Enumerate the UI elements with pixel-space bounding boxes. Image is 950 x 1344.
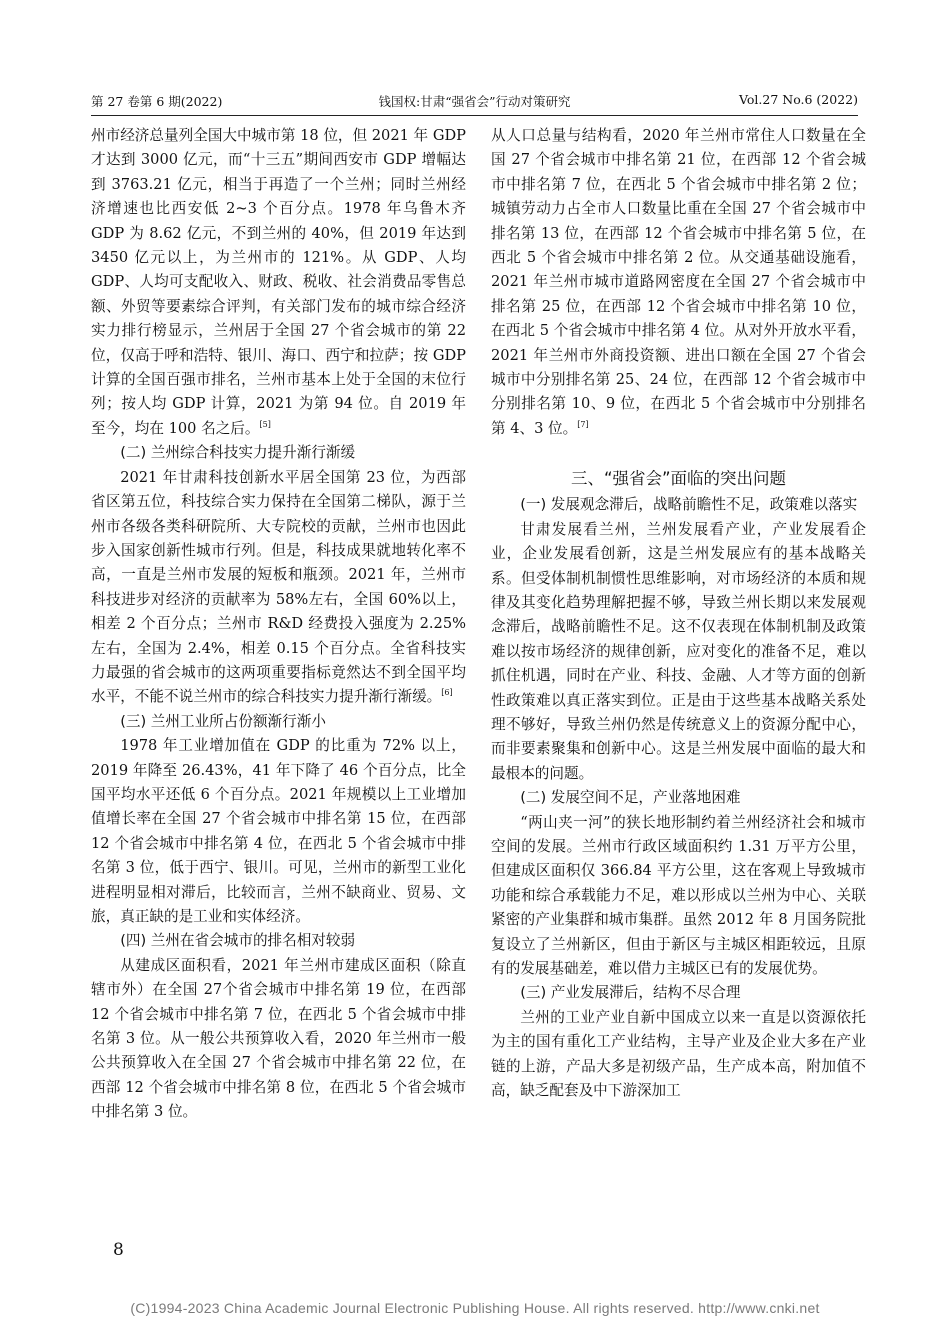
paragraph — [91, 466, 466, 710]
subsection-heading: (四) 兰州在省会城市的排名相对较弱 — [120, 932, 356, 950]
paragraph: 从建成区面积看，2021 年兰州市建成区面积（除直辖市外）在全国 27个省会城市中排名第 19 位，在西部 12 个省会城市中排名第 7 位，在西北 5 个省会城市中排名第 3 位。从一般公共预算收入看，2020 年兰州市一般公共预算收入在全国 27 个省会城市中排名第 22 位，在西部 12 个省会城市中排名第 8 位，在西北 5 个省会城市中排名第 3 位。 — [91, 956, 466, 1121]
header-rule — [91, 115, 858, 116]
subsection-heading: (二) 发展空间不足，产业落地困难 — [520, 789, 741, 807]
article-running-title: 钱国权:甘肃“强省会”行动对策研究 — [378, 94, 571, 109]
copyright-footer: (C)1994-2023 China Academic Journal Electronic Publishing House. All rights reserved. http://www.cnki.net — [130, 1300, 820, 1316]
paragraph — [91, 124, 466, 441]
right-column — [491, 124, 866, 1103]
paragraph-text: 从人口总量与结构看，2020 年兰州市常住人口数量在全国 27 个省会城市中排名第 21 位，在西部 12 个省会城市中排名第 7 位，在西北 5 个省会城市中排名第 2 位；城镇劳动力占全市人口数量比重在全国 27 个省会城市中排名第 13 位，在西部 12 个省会城市中排名第 5 位，在西北 5 个省会城市中排名第 2 位。从交通基础设施看，2021 年兰州市城市道路网密度在全国 27 个省会城市中排名第 25 位，在西部 12 个省会城市中排名第 10 位，在西北 5 个省会城市中排名第 4 位。从对外开放水平看，2021 年兰州市外商投资额、进出口额在全国 27 个省会城市中分别排名第 25、24 位，在西部 12 个省会城市中分别排名第 10、9 位，在西北 5 个省会城市中分别排名第 4、3 位。 — [491, 127, 866, 437]
citation: [5] — [259, 420, 271, 430]
paragraph: 1978 年工业增加值在 GDP 的比重为 72% 以上，2019 年降至 26.43%，41 年下降了 46 个百分点，比全国平均水平还低 6 个百分点。2021 年规模以上工业增加值增长率在全国 27 个省会城市中排名第 15 位，在西部 12 个省会城市中排名第 4 位，在西北 5 个省会城市中排名第 3 位，低于西宁、银川。可见，兰州市的新型工业化进程明显相对滞后，比较而言，兰州不缺商业、贸易、文旅，真正缺的是工业和实体经济。 — [91, 737, 466, 925]
subsection-heading: (三) 产业发展滞后，结构不尽合理 — [520, 984, 741, 1002]
citation: [6] — [441, 688, 453, 698]
paragraph: 甘肃发展看兰州，兰州发展看产业，产业发展看企业，企业发展看创新，这是兰州发展应有的基本战略关系。但受体制机制惯性思维影响，对市场经济的本质和规律及其变化趋势理解把握不够，导致兰州长期以来发展观念滞后，战略前瞻性不足。这不仅表现在体制机制及政策难以按市场经济的规律创新，应对变化的准备不足，难以抓住机遇，同时在产业、科技、金融、人才等方面的创新性政策难以真正落实到位。正是由于这些基本战略关系处理不够好，导致兰州仍然是传统意义上的资源分配中心，而非要素聚集和创新中心。这是兰州发展中面临的最大和最根本的问题。 — [491, 520, 866, 782]
section-heading: 三、“强省会”面临的突出问题 — [570, 469, 787, 489]
subsection-heading: (三) 兰州工业所占份额渐行渐小 — [120, 712, 326, 730]
citation: [7] — [577, 420, 589, 430]
left-column — [91, 124, 466, 1125]
paragraph-text: 2021 年甘肃科技创新水平居全国第 23 位，为西部省区第五位，科技综合实力保持在全国第二梯队，源于兰州市各级各类科研院所、大专院校的贡献，兰州市也因此步入国家创新性城市行列。但是，科技成果就地转化率不高，一直是兰州市发展的短板和瓶颈。2021 年，兰州市科技进步对经济的贡献率为 58%左右，全国 60%以上，相差 2 个百分点；兰州市 R&D 经费投入强度为 2.25%左右，全国为 2.4%，相差 0.15 个百分点。全省科技实力最强的省会城市的这两项重要指标竟然达不到全国平均水平，不能不说兰州市的综合科技实力提升渐行渐缓。 — [91, 468, 466, 706]
subsection-heading: (二) 兰州综合科技实力提升渐行渐缓 — [120, 444, 356, 462]
journal-volume-issue-en: Vol.27 No.6 (2022) — [739, 92, 858, 107]
paragraph-text: 州市经济总量列全国大中城市第 18 位，但 2021 年 GDP 才达到 3000 亿元，而“十三五”期间西安市 GDP 增幅达到 3763.21 亿元，相当于再造了一个兰州；同时兰州经济增速也比西安低 2~3 个百分点。1978 年乌鲁木齐 GDP 为 8.62 亿元，不到兰州的 40%，但 2019 年达到 3450 亿元以上，为兰州市的 121%。从 GDP、人均 GDP、人均可支配收入、财政、税收、社会消费品零售总额、外贸等要素综合评判，有关部门发布的城市综合经济实力排行榜显示，兰州居于全国 27 个省会城市的第 22 位，仅高于呼和浩特、银川、海口、西宁和拉萨；按 GDP 计算的全国百强市排名，兰州市基本上处于全国的末位行列；按人均 GDP 计算，2021 为第 94 位。自 2019 年至今，均在 100 名之后。 — [91, 127, 466, 437]
paragraph — [491, 124, 866, 441]
paragraph: 兰州的工业产业自新中国成立以来一直是以资源依托为主的国有重化工产业结构，主导产业及企业大多在产业链的上游，产品大多是初级产品，生产成本高，附加值不高，缺乏配套及中下游深加工 — [491, 1008, 866, 1100]
subsection-heading: (一) 发展观念滞后，战略前瞻性不足，政策难以落实 — [520, 496, 858, 514]
journal-volume-issue: 第 27 卷第 6 期(2022) — [91, 94, 223, 109]
running-header — [91, 92, 858, 114]
page-number: 8 — [113, 1240, 124, 1260]
paragraph: “两山夹一河”的狭长地形制约着兰州经济社会和城市空间的发展。兰州市行政区域面积约 1.31 万平方公里，但建成区面积仅 366.84 平方公里，这在客观上导致城市功能和综合承载能力不足，难以形成以兰州为中心、关联紧密的产业集群和城市集群。虽然 2012 年 8 月国务院批复设立了兰州新区，但由于新区与主城区相距较远，且原有的发展基础差，难以借力主城区已有的发展优势。 — [491, 813, 866, 977]
